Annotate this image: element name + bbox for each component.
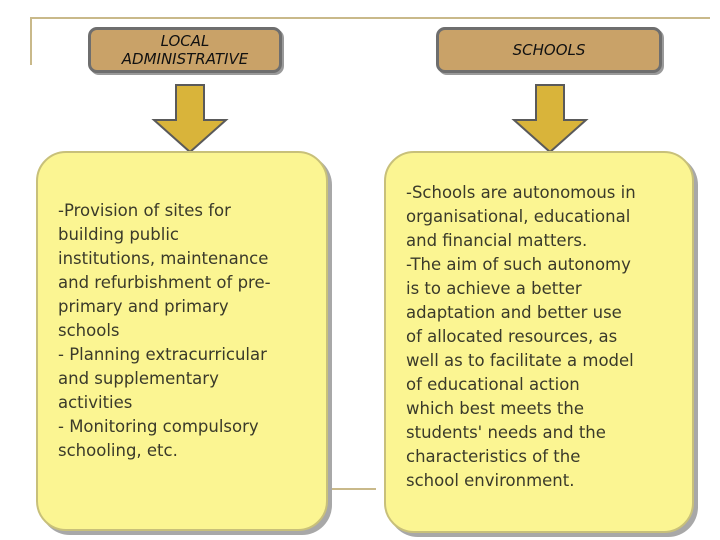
- local-administrative-responsibilities-text: -Provision of sites for building public institutions, maintenance and refurbishment of pre- primary and primary schools - Planning extracurricular and supplementary activities - Monitoring compulsory schooling, etc.: [58, 201, 271, 460]
- local-administrative-header-label: LOCAL ADMINISTRATIVE: [121, 32, 249, 68]
- schools-responsibilities-box: [384, 151, 694, 533]
- schools-responsibilities-text: -Schools are autonomous in organisational, educational and financial matters. -The aim of such autonomy is to achieve a better adaptation and better use of allocated resources, as well as to facilitate a model of educational action which best meets the students' needs and the characteristics of the school environment.: [406, 183, 636, 490]
- local-administrative-responsibilities-box: [36, 151, 328, 531]
- local-administrative-header: [88, 27, 282, 73]
- schools-header-label: SCHOOLS: [512, 41, 586, 59]
- arrow-down-icon: [510, 84, 590, 154]
- frame-line-left: [30, 17, 32, 65]
- schools-header: [436, 27, 662, 73]
- frame-line-top: [30, 17, 710, 19]
- arrow-down-icon: [150, 84, 230, 154]
